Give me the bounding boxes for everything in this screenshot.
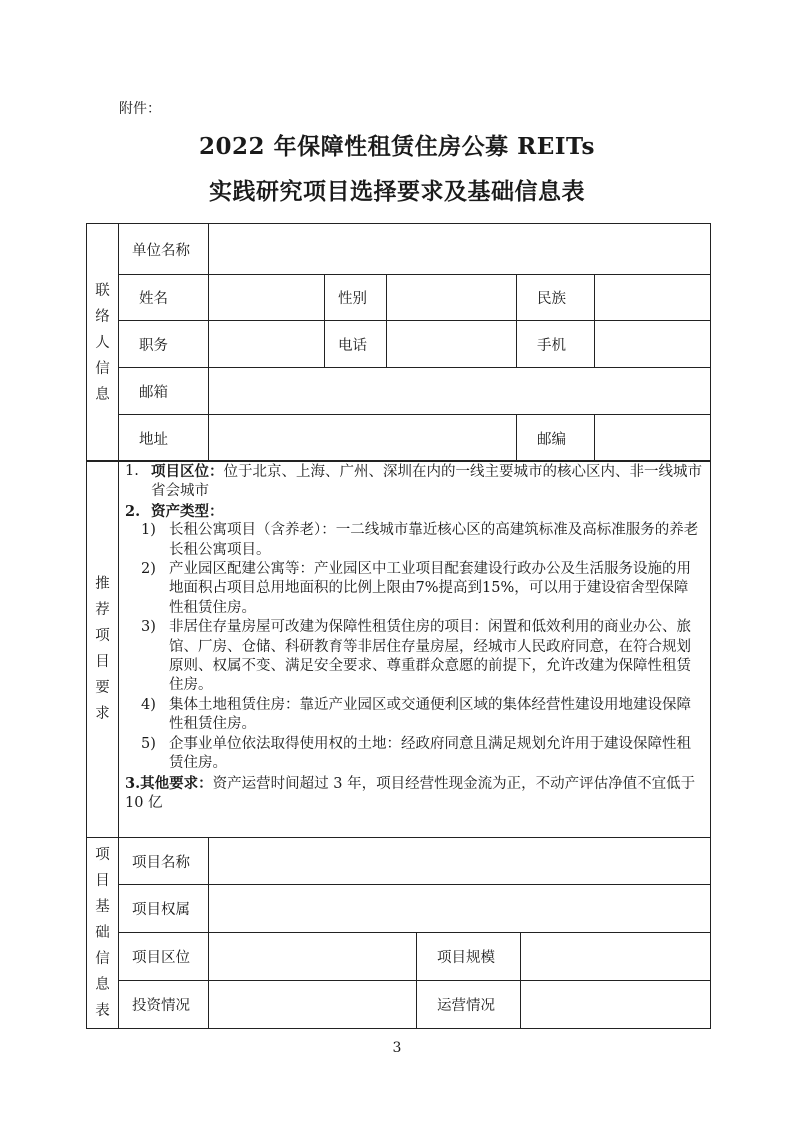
asset-type-item: 1) 长租公寓项目（含养老）：一二线城市靠近核心区的高建筑标准及高标准服务的养老长租公寓项目。 xyxy=(141,522,699,558)
project-name-field[interactable] xyxy=(209,838,711,885)
gender-field[interactable] xyxy=(387,275,517,321)
postcode-label: 邮编 xyxy=(517,415,595,462)
page-number: 3 xyxy=(392,1040,402,1056)
project-location-label: 项目区位 xyxy=(119,933,209,981)
requirements-section-label: 推荐项目要求 xyxy=(87,461,119,838)
name-field[interactable] xyxy=(209,275,325,321)
gender-label: 性别 xyxy=(325,275,387,321)
requirement-item-3: 3.其他要求：资产运营时间超过 3 年，项目经营性现金流为正，不动产评估净值不宜低于 10 亿 xyxy=(125,774,696,811)
document-title-line2: 实践研究项目选择要求及基础信息表 xyxy=(209,178,585,205)
operation-field[interactable] xyxy=(521,981,711,1029)
ethnicity-label: 民族 xyxy=(517,275,595,321)
requirement-item-1: 1. 项目区位：位于北京、上海、广州、深圳在内的一线主要城市的核心区内、非一线城市省会城市 xyxy=(125,463,702,500)
asset-type-item: 4) 集体土地租赁住房：靠近产业园区或交通便利区域的集体经营性建设用地建设保障性租赁住房。 xyxy=(141,696,691,733)
project-name-label: 项目名称 xyxy=(119,838,209,885)
contact-info-table xyxy=(86,223,711,462)
phone-field[interactable] xyxy=(387,321,517,368)
project-section-label: 项目基础信息表 xyxy=(87,838,119,1029)
position-label: 职务 xyxy=(119,321,209,368)
project-scale-label: 项目规模 xyxy=(417,933,521,981)
email-field[interactable] xyxy=(209,368,711,415)
requirement-item-2: 2. 资产类型： xyxy=(125,502,224,520)
unit-name-field[interactable] xyxy=(209,224,711,275)
name-label: 姓名 xyxy=(119,275,209,321)
ethnicity-field[interactable] xyxy=(595,275,711,321)
operation-label: 运营情况 xyxy=(417,981,521,1029)
mobile-field[interactable] xyxy=(595,321,711,368)
investment-label: 投资情况 xyxy=(119,981,209,1029)
address-label: 地址 xyxy=(119,415,209,462)
attachment-label: 附件： xyxy=(119,101,161,117)
requirements-content xyxy=(119,461,711,838)
project-location-field[interactable] xyxy=(209,933,417,981)
asset-type-item: 3) 非居住存量房屋可改建为保障性租赁住房的项目：闲置和低效利用的商业办公、旅馆、厂房、仓储、科研教育等非居住存量房屋，经城市人民政府同意，在符合规划原则、权属不变、满足安全要求、尊重群众意愿的前提下，允许改建为保障性租赁住房。 xyxy=(141,619,691,694)
postcode-field[interactable] xyxy=(595,415,711,462)
document-title-line1: 2022 年保障性租赁住房公募 REITs xyxy=(199,133,595,160)
phone-label: 电话 xyxy=(325,321,387,368)
position-field[interactable] xyxy=(209,321,325,368)
requirements-table xyxy=(86,460,711,838)
project-ownership-field[interactable] xyxy=(209,885,711,933)
project-scale-field[interactable] xyxy=(521,933,711,981)
project-ownership-label: 项目权属 xyxy=(119,885,209,933)
mobile-label: 手机 xyxy=(517,321,595,368)
address-field[interactable] xyxy=(209,415,517,462)
investment-field[interactable] xyxy=(209,981,417,1029)
project-info-table xyxy=(86,837,711,1029)
unit-name-label: 单位名称 xyxy=(119,224,209,275)
asset-type-item: 2) 产业园区配建公寓等：产业园区中工业项目配套建设行政办公及生活服务设施的用地面积占项目总用地面积的比例上限由7%提高到15%，可以用于建设宿舍型保障性租赁住房。 xyxy=(141,561,691,616)
asset-type-item: 5) 企事业单位依法取得使用权的土地：经政府同意且满足规划允许用于建设保障性租赁住房。 xyxy=(141,735,691,772)
email-label: 邮箱 xyxy=(119,368,209,415)
contact-section-label: 联络人信息 xyxy=(87,224,119,462)
